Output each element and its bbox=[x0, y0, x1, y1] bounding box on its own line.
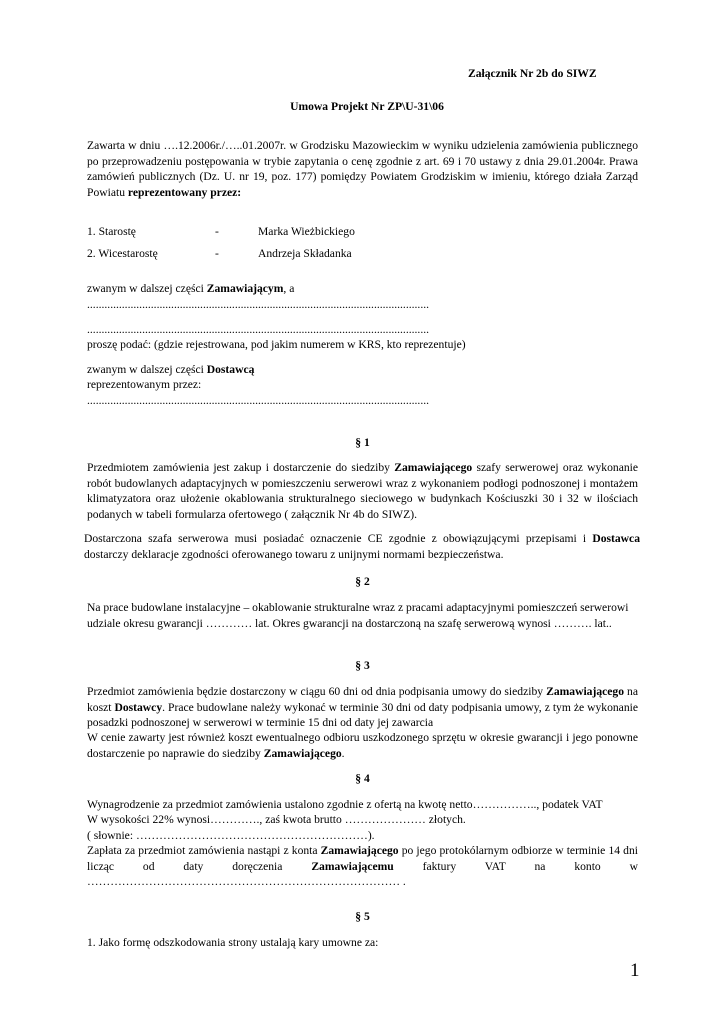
section-1-heading: § 1 bbox=[355, 436, 370, 449]
section-3-paragraph: W cenie zawarty jest również koszt ewentualnego odbioru uszkodzonego sprzętu w okresie gwarancji i jego ponowne dostarczenie po naprawie do siedziby Zamawiającego. bbox=[87, 731, 638, 760]
signatory-name: Marka Wieżbickiego bbox=[258, 225, 355, 238]
section-5-item: 1. Jako formę odszkodowania strony ustalają kary umowne za: bbox=[87, 936, 379, 949]
signatory-role: 1. Starostę bbox=[87, 225, 136, 238]
section-2-heading: § 2 bbox=[355, 575, 370, 588]
section-4-heading: § 4 bbox=[355, 772, 370, 785]
section-4-line: W wysokości 22% wynosi…………., zaś kwota brutto ………………… złotych. bbox=[87, 813, 466, 826]
page-number: 1 bbox=[630, 960, 640, 981]
party-a-note: proszę podać: (gdzie rejestrowana, pod jakim numerem w KRS, kto reprezentuje) bbox=[87, 338, 466, 351]
intro-paragraph: Zawarta w dniu ….12.2006r./…..01.2007r. w Grodzisku Mazowieckim w wyniku udzielenia zamówienia publicznego po przeprowadzeniu postępowania w trybie zapytania o cenę zgodnie z art. 69 i 70 ustawy z dnia 29.01.2004r. Prawa zamówień publicznych (Dz. U. nr 19, poz. 177) pomiędzy Powiatem Grodziskim w imieniu, którego działa Zarząd Powiatu reprezentowany przez: bbox=[87, 139, 638, 199]
party-b-representative: reprezentowanym przez: bbox=[87, 378, 202, 391]
party-b-line: zwanym w dalszej części Dostawcą bbox=[87, 363, 255, 376]
annex-label: Załącznik Nr 2b do SIWZ bbox=[468, 67, 597, 80]
section-1-paragraph: Przedmiotem zamówienia jest zakup i dostarczenie do siedziby Zamawiającego szafy serwerowej oraz wykonanie robót budowlanych adaptacyjnych w pomieszczeniu serwerowi wraz z wykonaniem podłogi podnoszonej i montażem klimatyzatora oraz ułożenie okablowania strukturalnego sieciowego w budynkach Kościuszki 30 i 32 w ilościach podanych w tabeli formularza ofertowego ( załącznik Nr 4b do SIWZ). bbox=[87, 461, 639, 521]
party-b-dots: ...................................................................................................................... bbox=[87, 394, 430, 407]
party-a-line: zwanym w dalszej części Zamawiającym, a bbox=[87, 282, 295, 295]
signatory-row bbox=[87, 224, 647, 240]
contract-title: Umowa Projekt Nr ZP\U-31\06 bbox=[290, 100, 444, 113]
section-3-paragraph: Przedmiot zamówienia będzie dostarczony w ciągu 60 dni od dnia podpisania umowy do siedziby Zamawiającego na koszt Dostawcy. Prace budowlane należy wykonać w terminie 30 dni od daty podpisania umowy, z tym że wykonanie posadzki podnoszonej w serwerowi w terminie 15 dni od daty jej zawarcia bbox=[87, 685, 638, 729]
signatory-dash: - bbox=[215, 247, 219, 260]
section-1-paragraph: Dostarczona szafa serwerowa musi posiadać oznaczenie CE zgodnie z obowiązującymi przepisami i Dostawca dostarczy deklaracje zgodności oferowanego towaru z unijnymi normami bezpieczeństwa. bbox=[84, 532, 640, 561]
section-4-paragraph: Zapłata za przedmiot zamówienia nastąpi z konta Zamawiającego po jego protokólarnym odbiorze w terminie 14 dni licząc od daty doręczenia Zamawiającemu faktury VAT na konto w ……………………………………………………………………… . bbox=[87, 844, 638, 888]
signatory-name: Andrzeja Składanka bbox=[258, 247, 352, 260]
party-a-dots: ...................................................................................................................... bbox=[87, 323, 430, 336]
section-5-heading: § 5 bbox=[355, 910, 370, 923]
section-4-line: ( słownie: ……………………………………………………). bbox=[87, 829, 375, 842]
party-a-dots: ...................................................................................................................... bbox=[87, 298, 430, 311]
section-2-paragraph: Na prace budowlane instalacyjne – okablowanie strukturalne wraz z pracami adaptacyjnymi pomieszczeń serwerowi udziale okresu gwarancji ………… lat. Okres gwarancji na dostarczoną na szafę serwerową wynosi ………. lat.. bbox=[87, 601, 629, 630]
signatory-role: 2. Wicestarostę bbox=[87, 247, 158, 260]
signatory-row bbox=[87, 246, 647, 262]
signatory-dash: - bbox=[215, 225, 219, 238]
section-3-heading: § 3 bbox=[355, 659, 370, 672]
section-4-line: Wynagrodzenie za przedmiot zamówienia ustalono zgodnie z ofertą na kwotę netto…………….., podatek VAT bbox=[87, 798, 603, 811]
